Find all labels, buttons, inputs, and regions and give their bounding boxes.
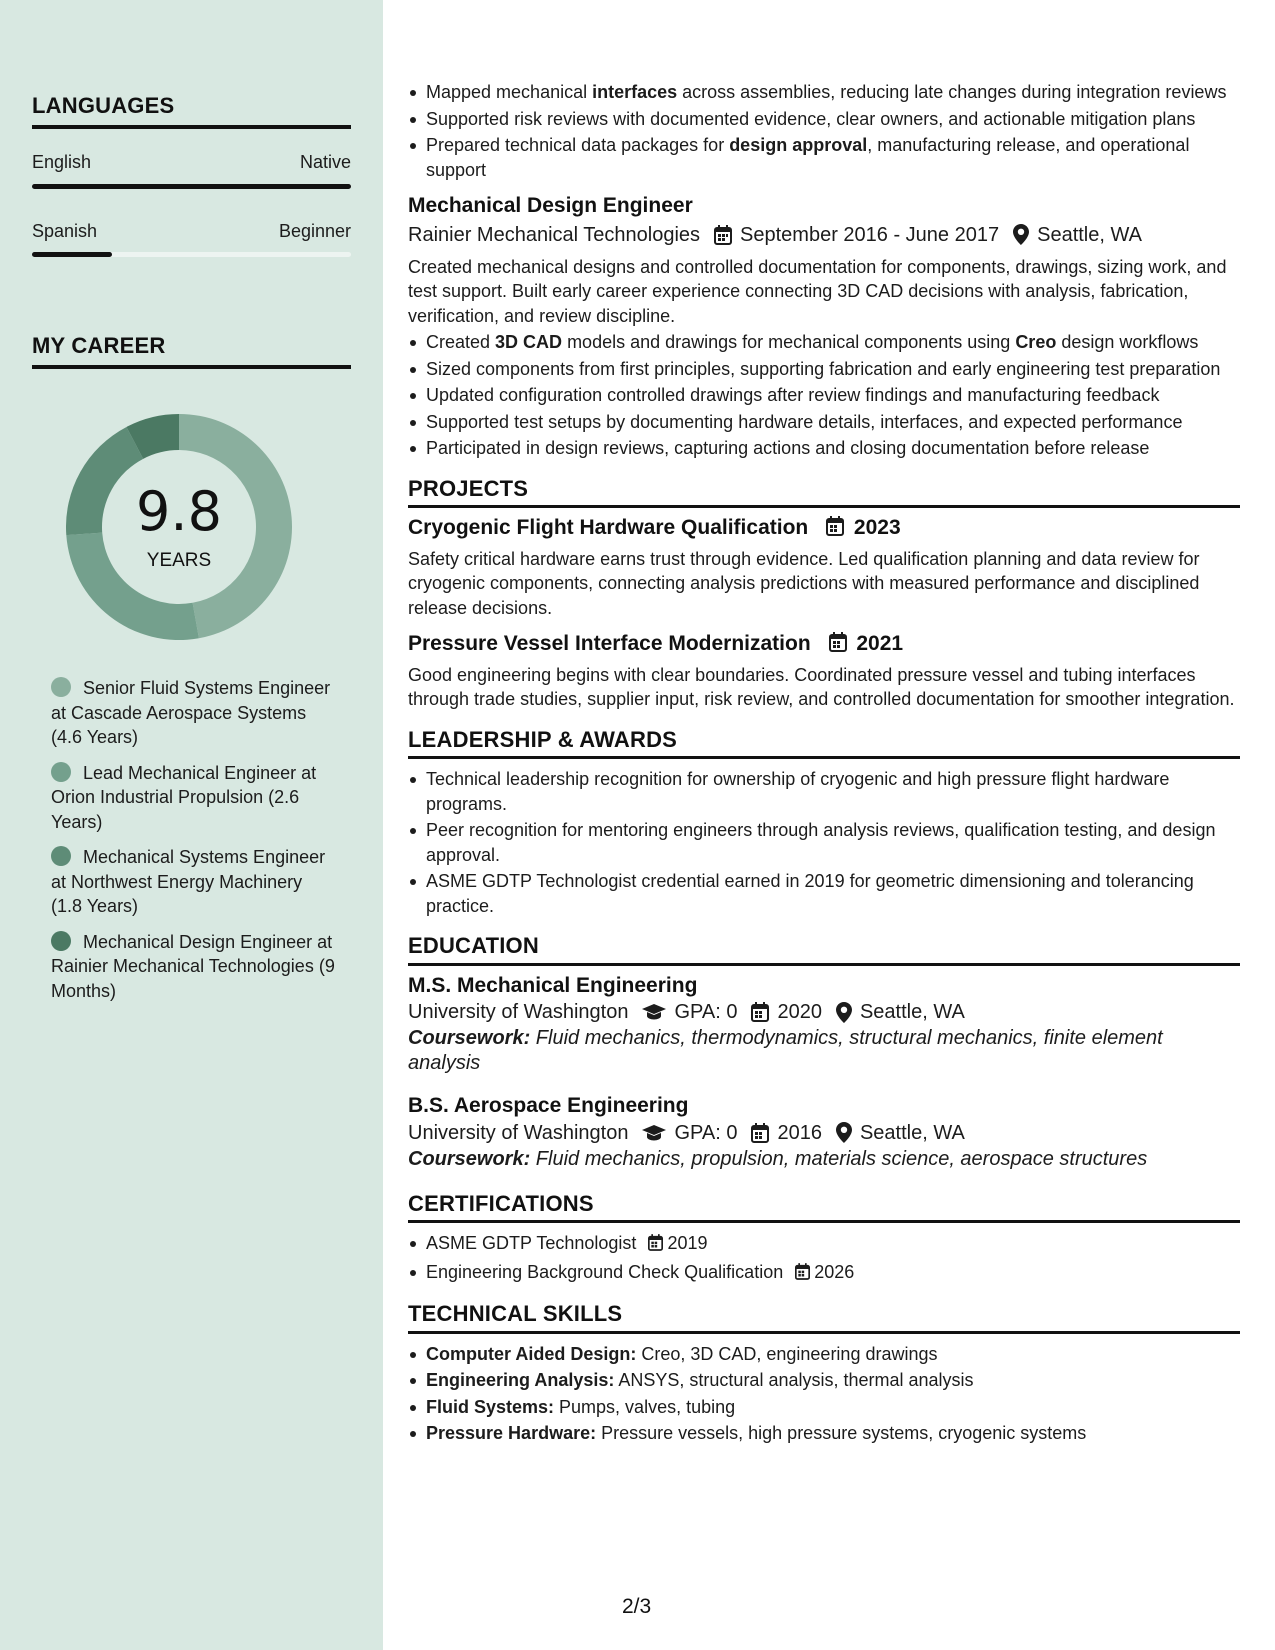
project-title-row: [408, 516, 1240, 543]
languages-heading: LANGUAGES: [32, 93, 351, 129]
edu-degree: B.S. Aerospace Engineering: [408, 1094, 689, 1117]
career-heading: MY CAREER: [32, 333, 351, 369]
career-dot: [51, 931, 71, 951]
location-pin-icon: [836, 1002, 852, 1023]
certifications-list: [408, 1231, 1240, 1286]
location-pin-icon: [836, 1122, 852, 1143]
career-item-text: Mechanical Design Engineer at Rainier Mechanical Technologies (9 Months): [51, 931, 335, 1001]
career-list: [51, 676, 336, 1014]
education-item: [408, 974, 1240, 1077]
graduation-cap-icon: [642, 1124, 666, 1142]
career-item-text: Senior Fluid Systems Engineer at Cascade Aerospace Systems (4.6 Years): [51, 678, 331, 747]
edu-gpa: GPA: 0: [674, 1121, 738, 1144]
career-item-text: Mechanical Systems Engineer at Northwest Energy Machinery (1.8 Years): [51, 847, 326, 916]
job-title: Mechanical Design Engineer: [408, 194, 693, 217]
page-number: 2/3: [622, 1595, 652, 1618]
calendar-icon: [751, 1002, 769, 1022]
certifications-heading: CERTIFICATIONS: [408, 1192, 1240, 1224]
career-item: [51, 761, 336, 835]
edu-meta: [408, 998, 1240, 1026]
sidebar: [0, 0, 383, 1650]
edu-location: Seattle, WA: [859, 1001, 965, 1023]
career-dot: [51, 762, 71, 782]
bullet-item: Supported risk reviews with documented evidence, clear owners, and actionable mitigation plans: [426, 107, 1240, 132]
language-bar-fill: [32, 184, 351, 189]
language-name: English: [32, 152, 92, 172]
career-item: [51, 930, 336, 1004]
job-company: Rainier Mechanical Technologies: [408, 223, 701, 246]
skill-item: Engineering Analysis: ANSYS, structural analysis, thermal analysis: [426, 1368, 1240, 1393]
career-item: [51, 845, 336, 919]
leadership-list: [408, 767, 1240, 918]
project-item: [408, 516, 1240, 620]
career-dot: [51, 677, 71, 697]
calendar-icon: [751, 1123, 769, 1143]
edu-meta: [408, 1119, 1240, 1147]
career-item-text: Lead Mechanical Engineer at Orion Industrial Propulsion (2.6 Years): [51, 762, 317, 832]
edu-year: 2020: [777, 1001, 822, 1023]
education-item: [408, 1094, 1240, 1172]
job-location: Seattle, WA: [1037, 223, 1142, 246]
language-bar-fill: [32, 252, 112, 257]
career-total-unit: YEARS: [146, 550, 212, 571]
language-row-english: [32, 152, 351, 173]
education-heading: EDUCATION: [408, 934, 1240, 966]
project-year: 2021: [856, 632, 904, 655]
edu-degree: M.S. Mechanical Engineering: [408, 973, 698, 997]
project-desc: Safety critical hardware earns trust through evidence. Led qualification planning and data review for cryogenic components, connecting analysis predictions with measured performance and disciplined release decisions.: [408, 548, 1200, 618]
edu-year: 2016: [777, 1121, 822, 1144]
project-item: [408, 632, 1240, 712]
edu-coursework: Coursework: Fluid mechanics, thermodynamics, structural mechanics, finite element analysis: [408, 1027, 1163, 1074]
calendar-icon: [714, 225, 732, 245]
project-desc: Good engineering begins with clear boundaries. Coordinated pressure vessel and tubing interfaces through trade studies, supplier input, risk review, and controlled documentation for smoother integration.: [408, 664, 1235, 709]
career-item: [51, 676, 336, 750]
donut-segment: [66, 533, 199, 640]
language-level: Beginner: [278, 221, 351, 241]
job-meta: [408, 221, 1240, 249]
project-title-row: [408, 632, 1240, 659]
language-level: Native: [299, 152, 351, 172]
project-title: Cryogenic Flight Hardware Qualification: [408, 516, 809, 539]
job-dates: September 2016 - June 2017: [740, 223, 1000, 246]
career-total-years: 9.8: [136, 480, 222, 543]
edu-school: University of Washington: [408, 1001, 629, 1023]
language-name: Spanish: [32, 221, 98, 241]
language-bar-spanish: [32, 252, 351, 257]
career-dot: [51, 846, 71, 866]
bullet-item: Prepared technical data packages for design approval, manufacturing release, and operational support: [426, 133, 1240, 182]
calendar-icon: [648, 1233, 663, 1258]
bullet-item: Peer recognition for mentoring engineers through analysis reviews, qualification testing, and design approval.: [426, 818, 1240, 867]
leadership-heading: LEADERSHIP & AWARDS: [408, 728, 1240, 760]
job-bullets: [408, 330, 1240, 461]
bullet-item: Mapped mechanical interfaces across assemblies, reducing late changes during integration reviews: [426, 80, 1240, 105]
edu-school: University of Washington: [408, 1121, 629, 1144]
project-title: Pressure Vessel Interface Modernization: [408, 632, 811, 655]
bullet-item: Sized components from first principles, supporting fabrication and early engineering test preparation: [426, 357, 1240, 382]
language-bar-english: [32, 184, 351, 189]
edu-gpa: GPA: 0: [674, 1001, 738, 1023]
edu-location: Seattle, WA: [859, 1121, 965, 1144]
bullet-item: Technical leadership recognition for ownership of cryogenic and high pressure flight hardware programs.: [426, 767, 1240, 816]
calendar-icon: [795, 1262, 810, 1287]
skill-item: Pressure Hardware: Pressure vessels, high pressure systems, cryogenic systems: [426, 1421, 1240, 1446]
skill-item: Fluid Systems: Pumps, valves, tubing: [426, 1395, 1240, 1420]
cert-item: ASME GDTP Technologist 2019: [426, 1231, 1240, 1258]
skills-heading: TECHNICAL SKILLS: [408, 1302, 1240, 1334]
experience-continued-bullets: [408, 80, 1240, 182]
bullet-item: Created 3D CAD models and drawings for mechanical components using Creo design workflows: [426, 330, 1240, 355]
bullet-item: Updated configuration controlled drawings after review findings and manufacturing feedback: [426, 383, 1240, 408]
bullet-item: ASME GDTP Technologist credential earned in 2019 for geometric dimensioning and tolerancing practice.: [426, 869, 1240, 918]
calendar-icon: [826, 516, 844, 543]
graduation-cap-icon: [642, 1003, 666, 1021]
language-row-spanish: [32, 221, 351, 242]
edu-coursework: Coursework: Fluid mechanics, propulsion, materials science, aerospace structures: [408, 1147, 1148, 1170]
projects-heading: PROJECTS: [408, 477, 1240, 509]
cert-item: Engineering Background Check Qualification 2026: [426, 1260, 1240, 1287]
calendar-icon: [829, 632, 847, 659]
skills-list: [408, 1342, 1240, 1446]
project-year: 2023: [853, 516, 901, 539]
job-summary: Created mechanical designs and controlled documentation for components, drawings, sizing work, and test support. Built early career experience connecting 3D CAD decisions with analysis, fabrication, verification, and review discipline.: [408, 256, 1227, 326]
bullet-item: Supported test setups by documenting hardware details, interfaces, and expected performance: [426, 410, 1240, 435]
skill-item: Computer Aided Design: Creo, 3D CAD, engineering drawings: [426, 1342, 1240, 1367]
location-pin-icon: [1013, 224, 1029, 245]
bullet-item: Participated in design reviews, capturing actions and closing documentation before release: [426, 436, 1240, 461]
main-content: [408, 80, 1240, 1448]
